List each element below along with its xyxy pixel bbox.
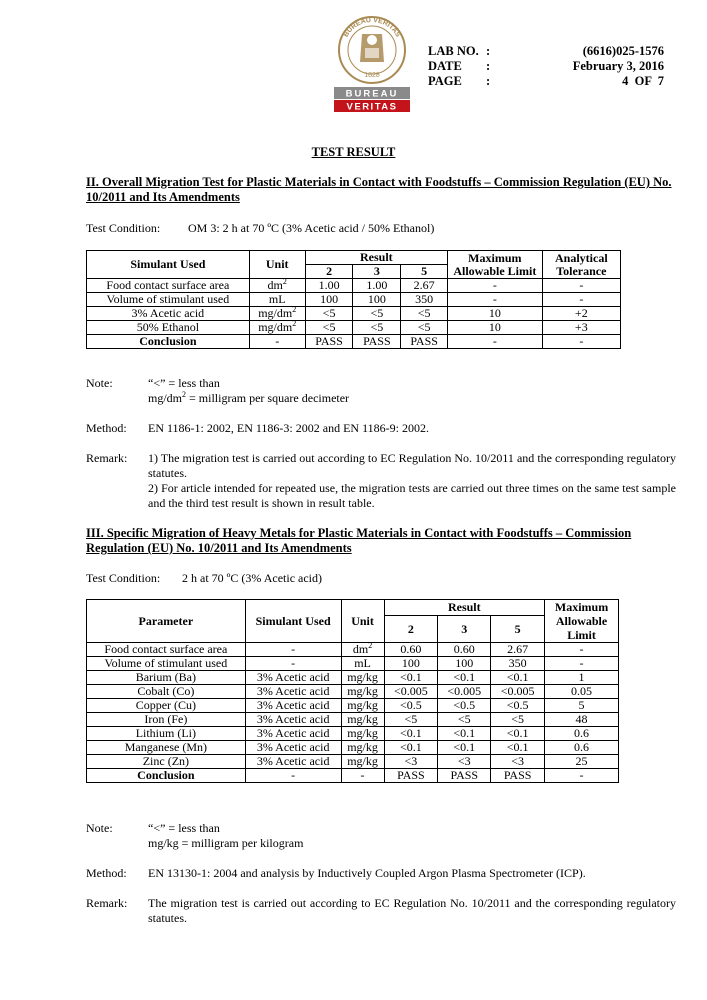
cell-parameter: Volume of stimulant used: [87, 657, 246, 671]
cell-result-5: 2.67: [491, 643, 545, 657]
table-row: [87, 293, 621, 307]
cell-result-3: <0.005: [438, 685, 491, 699]
cell-simulant: 3% Acetic acid: [245, 741, 341, 755]
report-header: [428, 44, 664, 89]
cell-result-5: <5: [401, 321, 448, 335]
cell-max-limit: 10: [448, 307, 543, 321]
col-result-2: 2: [384, 616, 438, 643]
remark-2: 2) For article intended for repeated use, the migration tests are carried out three times on the same test sample and the third test result is shown in result table.: [148, 481, 676, 510]
section-2-method: [86, 421, 676, 436]
cell-conclusion-r2: PASS: [305, 335, 353, 349]
table-row: [87, 657, 619, 671]
remark-1: 1) The migration test is carried out according to EC Regulation No. 10/2011 and the corresponding regulatory statutes.: [148, 451, 676, 480]
cell-unit: $mg/dm^2$: [249, 307, 305, 321]
cell-unit: mg/kg: [341, 671, 384, 685]
cell-simulant: 50% Ethanol: [87, 321, 250, 335]
cell-max-limit: -: [545, 643, 619, 657]
test-condition-value: OM 3: 2 h at 70 ºC (3% Acetic acid / 50% Ethanol): [188, 221, 435, 235]
cell-simulant: 3% Acetic acid: [245, 727, 341, 741]
cell-tolerance: -: [542, 279, 620, 293]
cell-unit: mg/kg: [341, 699, 384, 713]
table-header-row: [87, 251, 621, 265]
cell-result-2: <0.1: [384, 727, 438, 741]
cell-tolerance: +3: [542, 321, 620, 335]
cell-max-limit: 25: [545, 755, 619, 769]
cell-parameter: Manganese (Mn): [87, 741, 246, 755]
page-row: [428, 74, 664, 89]
col-result: Result: [384, 600, 545, 616]
cell-unit: mg/kg: [341, 727, 384, 741]
logo-word-veritas: VERITAS: [346, 101, 398, 113]
section-3-test-condition: [86, 571, 322, 586]
cell-result-5: <0.1: [491, 671, 545, 685]
cell-result-2: 100: [305, 293, 353, 307]
cell-conclusion-limit: -: [545, 769, 619, 783]
cell-result-3: <5: [353, 307, 401, 321]
cell-unit: $dm^2$: [341, 643, 384, 657]
table-row: [87, 279, 621, 293]
cell-conclusion-label: Conclusion: [87, 769, 246, 783]
cell-simulant: 3% Acetic acid: [87, 307, 250, 321]
cell-result-2: <0.005: [384, 685, 438, 699]
section-2-test-condition: [86, 221, 434, 236]
cell-result-2: <5: [384, 713, 438, 727]
cell-result-3: <0.1: [438, 727, 491, 741]
cell-conclusion-r5: PASS: [401, 335, 448, 349]
cell-conclusion-r5: PASS: [491, 769, 545, 783]
cell-tolerance: -: [542, 293, 620, 307]
cell-result-3: 0.60: [438, 643, 491, 657]
col-result-5: 5: [401, 265, 448, 279]
col-simulant-used: Simulant Used: [87, 251, 250, 279]
logo-word-bureau: BUREAU: [345, 88, 399, 100]
lab-no-row: [428, 44, 664, 59]
remark-label: Remark:: [86, 451, 128, 465]
lab-no-value: (6616)025-1576: [582, 44, 664, 58]
cell-result-5: <3: [491, 755, 545, 769]
test-condition-label: Test Condition:: [86, 221, 161, 235]
cell-unit: mg/kg: [341, 755, 384, 769]
cell-parameter: Food contact surface area: [87, 643, 246, 657]
remark-label: Remark:: [86, 896, 128, 910]
cell-result-3: <0.1: [438, 741, 491, 755]
cell-conclusion-r3: PASS: [438, 769, 491, 783]
lab-no-label: LAB NO.: [428, 44, 479, 58]
cell-simulant: 3% Acetic acid: [245, 755, 341, 769]
cell-max-limit: -: [545, 657, 619, 671]
table-row: [87, 643, 619, 657]
cell-result-3: 100: [438, 657, 491, 671]
cell-max-limit: 0.6: [545, 727, 619, 741]
col-result-5: 5: [491, 616, 545, 643]
cell-unit: mL: [341, 657, 384, 671]
col-parameter: Parameter: [87, 600, 246, 643]
cell-simulant: Volume of stimulant used: [87, 293, 250, 307]
bureau-veritas-logo: [332, 14, 412, 114]
date-value: February 3, 2016: [572, 59, 664, 73]
cell-tolerance: +2: [542, 307, 620, 321]
cell-unit: $dm^2$: [249, 279, 305, 293]
colon: :: [486, 44, 491, 58]
col-result: Result: [305, 251, 447, 265]
note-line-2: mg/kg = milligram per kilogram: [148, 836, 304, 850]
cell-result-3: 100: [353, 293, 401, 307]
cell-result-5: 2.67: [401, 279, 448, 293]
col-result-3: 3: [438, 616, 491, 643]
date-row: [428, 59, 664, 74]
cell-result-2: <5: [305, 321, 353, 335]
cell-result-3: <5: [438, 713, 491, 727]
page-label: PAGE: [428, 74, 462, 88]
cell-simulant: -: [245, 657, 341, 671]
cell-max-limit: 0.6: [545, 741, 619, 755]
section-2-heading: II. Overall Migration Test for Plastic Materials in Contact with Foodstuffs – Commission Regulation (EU) No. 10/2011 and Its Amendments: [86, 175, 672, 204]
section-3-remark: [86, 896, 676, 926]
cell-max-limit: 1: [545, 671, 619, 685]
cell-max-limit: 48: [545, 713, 619, 727]
cell-unit: $mg/dm^2$: [249, 321, 305, 335]
cell-unit: mg/kg: [341, 741, 384, 755]
table-row: [87, 713, 619, 727]
cell-result-2: <0.1: [384, 741, 438, 755]
cell-max-limit: -: [448, 279, 543, 293]
section-3-heading: III. Specific Migration of Heavy Metals for Plastic Materials in Contact with Foodstuffs – Commission Regulation (EU) No. 10/2011 and Its Amendments: [86, 526, 632, 555]
colon: :: [486, 74, 491, 88]
method-label: Method:: [86, 866, 127, 880]
cell-result-5: <0.5: [491, 699, 545, 713]
col-unit: Unit: [341, 600, 384, 643]
table-row: [87, 727, 619, 741]
cell-simulant: -: [245, 643, 341, 657]
cell-conclusion-limit: -: [448, 335, 543, 349]
table-row: [87, 741, 619, 755]
colon: :: [486, 59, 491, 73]
note-line-2: $mg/dm^2$ = milligram per square decimeter: [148, 390, 350, 405]
col-max-limit: Maximum Allowable Limit: [545, 600, 619, 643]
col-simulant-used: Simulant Used: [245, 600, 341, 643]
cell-conclusion-sim: -: [245, 769, 341, 783]
cell-result-5: <0.005: [491, 685, 545, 699]
cell-result-5: <5: [491, 713, 545, 727]
cell-result-2: 0.60: [384, 643, 438, 657]
cell-result-5: <0.1: [491, 741, 545, 755]
cell-conclusion-r3: PASS: [353, 335, 401, 349]
cell-parameter: Cobalt (Co): [87, 685, 246, 699]
cell-parameter: Iron (Fe): [87, 713, 246, 727]
cell-unit: mg/kg: [341, 685, 384, 699]
cell-max-limit: -: [448, 293, 543, 307]
note-line-1: “<” = less than: [148, 376, 220, 390]
cell-max-limit: 10: [448, 321, 543, 335]
table-header-row: [87, 600, 619, 616]
cell-result-3: <5: [353, 321, 401, 335]
table-row: [87, 755, 619, 769]
cell-result-2: 1.00: [305, 279, 353, 293]
cell-conclusion-unit: -: [341, 769, 384, 783]
cell-parameter: Copper (Cu): [87, 699, 246, 713]
conclusion-row: [87, 335, 621, 349]
section-3-method: [86, 866, 676, 881]
note-line-1: “<” = less than: [148, 821, 220, 835]
cell-result-2: <3: [384, 755, 438, 769]
cell-parameter: Barium (Ba): [87, 671, 246, 685]
cell-result-2: <5: [305, 307, 353, 321]
cell-conclusion-unit: -: [249, 335, 305, 349]
col-result-3: 3: [353, 265, 401, 279]
cell-max-limit: 0.05: [545, 685, 619, 699]
table-row: [87, 321, 621, 335]
cell-result-3: <0.1: [438, 671, 491, 685]
cell-result-2: <0.1: [384, 671, 438, 685]
col-unit: Unit: [249, 251, 305, 279]
cell-max-limit: 5: [545, 699, 619, 713]
cell-result-3: <0.5: [438, 699, 491, 713]
note-label: Note:: [86, 376, 113, 390]
col-max-limit: Maximum Allowable Limit: [448, 251, 543, 279]
cell-conclusion-tol: -: [542, 335, 620, 349]
cell-conclusion-r2: PASS: [384, 769, 438, 783]
cell-result-5: 350: [491, 657, 545, 671]
cell-result-5: <5: [401, 307, 448, 321]
col-result-2: 2: [305, 265, 353, 279]
cell-result-3: 1.00: [353, 279, 401, 293]
page-title: TEST RESULT: [311, 145, 396, 159]
col-tolerance: Analytical Tolerance: [542, 251, 620, 279]
conclusion-row: [87, 769, 619, 783]
cell-result-2: 100: [384, 657, 438, 671]
section-2-note: [86, 376, 676, 406]
method-label: Method:: [86, 421, 127, 435]
method-value: EN 1186-1: 2002, EN 1186-3: 2002 and EN 1186-9: 2002.: [148, 421, 429, 435]
table-row: [87, 671, 619, 685]
cell-parameter: Lithium (Li): [87, 727, 246, 741]
table-row: [87, 307, 621, 321]
test-condition-value: 2 h at 70 ºC (3% Acetic acid): [182, 571, 323, 585]
heavy-metals-table: [86, 599, 619, 783]
logo-ring-text: BUREAU VERITAS: [342, 16, 402, 39]
cell-simulant: 3% Acetic acid: [245, 699, 341, 713]
note-label: Note:: [86, 821, 113, 835]
cell-simulant: Food contact surface area: [87, 279, 250, 293]
cell-unit: mg/kg: [341, 713, 384, 727]
overall-migration-table: [86, 250, 621, 349]
page-value: 4 OF 7: [622, 74, 664, 88]
cell-simulant: 3% Acetic acid: [245, 685, 341, 699]
cell-unit: mL: [249, 293, 305, 307]
cell-simulant: 3% Acetic acid: [245, 671, 341, 685]
table-row: [87, 685, 619, 699]
table-row: [87, 699, 619, 713]
cell-simulant: 3% Acetic acid: [245, 713, 341, 727]
method-value: EN 13130-1: 2004 and analysis by Inductively Coupled Argon Plasma Spectrometer (ICP).: [148, 866, 586, 880]
cell-result-3: <3: [438, 755, 491, 769]
cell-result-2: <0.5: [384, 699, 438, 713]
section-2-remark: [86, 451, 676, 511]
cell-result-5: <0.1: [491, 727, 545, 741]
date-label: DATE: [428, 59, 462, 73]
cell-conclusion-label: Conclusion: [87, 335, 250, 349]
cell-result-5: 350: [401, 293, 448, 307]
logo-year: 1828: [364, 72, 380, 79]
test-condition-label: Test Condition:: [86, 571, 161, 585]
section-3-note: [86, 821, 676, 851]
cell-parameter: Zinc (Zn): [87, 755, 246, 769]
remark-value: The migration test is carried out according to EC Regulation No. 10/2011 and the corresponding regulatory statutes.: [148, 896, 676, 925]
